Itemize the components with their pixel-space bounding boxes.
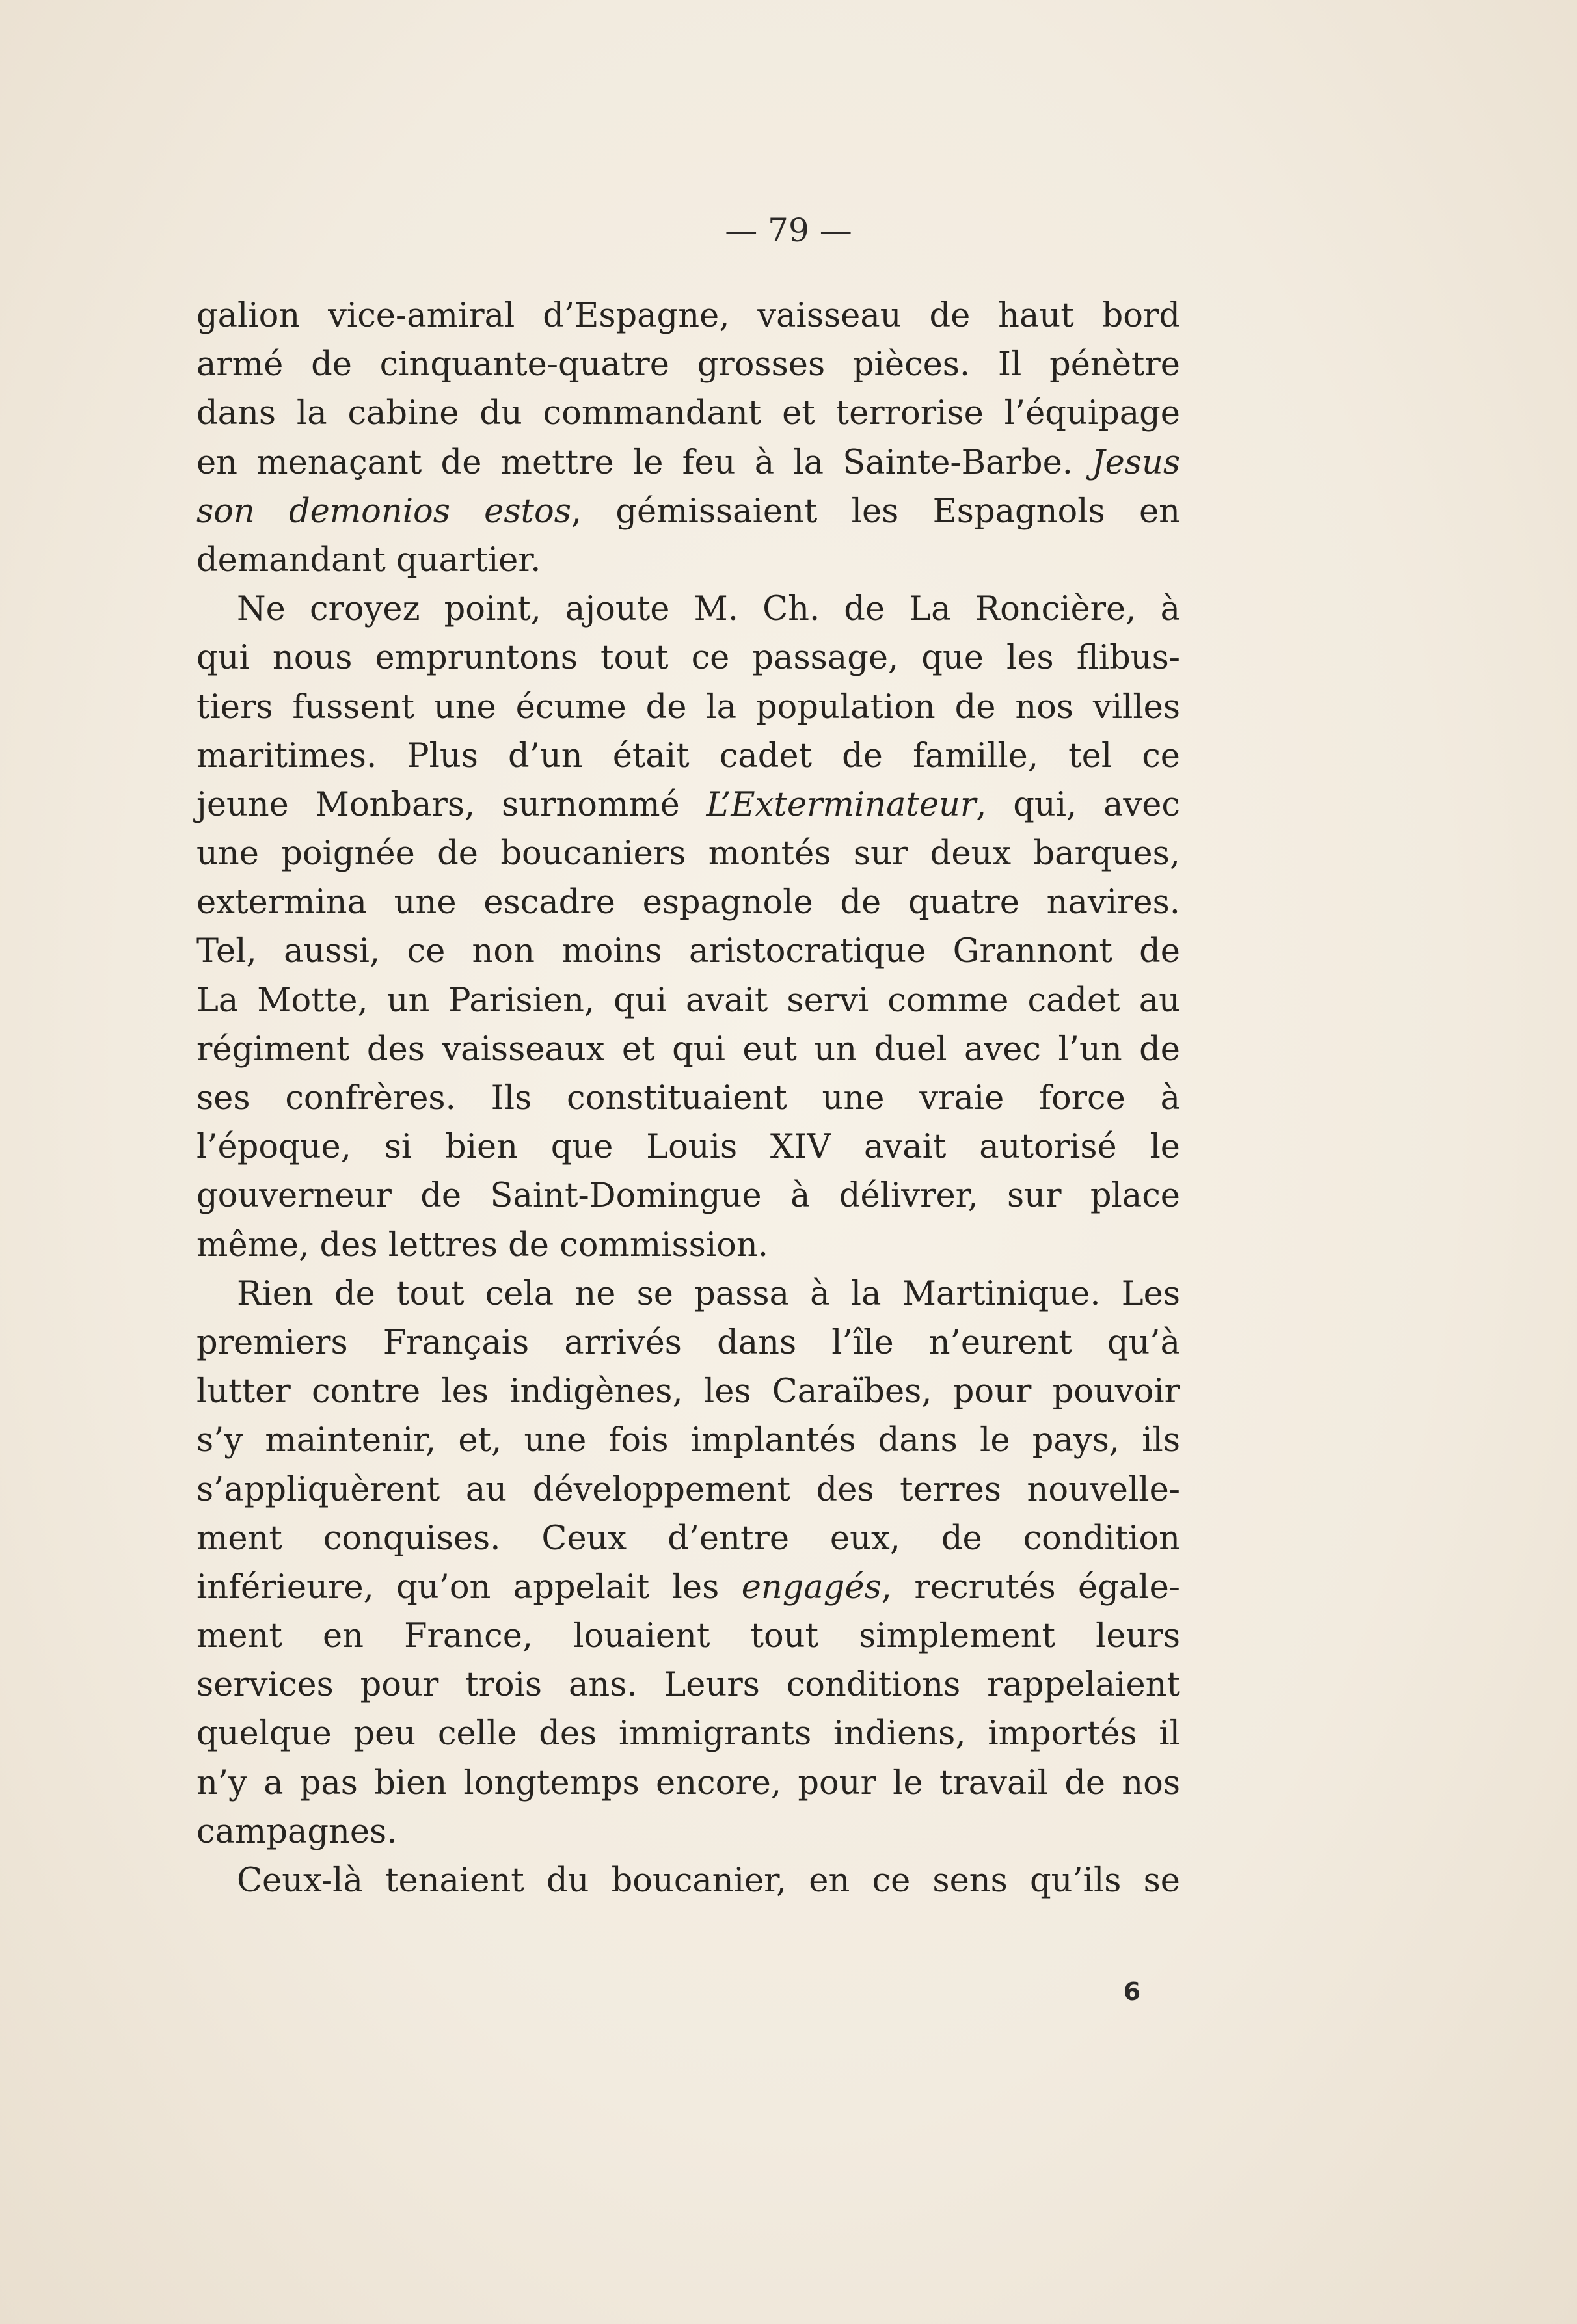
signature-mark: 6: [1123, 1977, 1141, 2006]
body-text: [196, 291, 1180, 1905]
text-run: , qui, avec: [976, 785, 1180, 824]
text-line: galion vice-amiral d’Espagne, vaisseau de haut bord: [196, 297, 1180, 335]
text-line: ment conquises. Ceux d’entre eux, de condition: [196, 1519, 1180, 1558]
text-line: Rien de tout cela ne se passa à la Martinique. Les: [237, 1274, 1180, 1313]
text-line: Tel, aussi, ce non moins aristocratique Grannont de: [196, 932, 1180, 971]
text-line: qui nous empruntons tout ce passage, que les flibus-: [196, 639, 1180, 678]
text-line: s’y maintenir, et, une fois implantés dans le pays, ils: [196, 1421, 1180, 1460]
text-run: , gémissaient les Espagnols en: [571, 492, 1180, 531]
text-run: jeune Monbars, surnommé: [196, 785, 707, 824]
text-line: lutter contre les indigènes, les Caraïbes, pour pouvoir: [196, 1372, 1180, 1411]
text-line: s’appliquèrent au développement des terres nouvelle-: [196, 1470, 1180, 1509]
text-line: premiers Français arrivés dans l’île n’eurent qu’à: [196, 1323, 1180, 1362]
text-line: services pour trois ans. Leurs conditions rappelaient: [196, 1666, 1180, 1705]
text-line: dans la cabine du commandant et terrorise l’équipage: [196, 394, 1180, 433]
text-line: régiment des vaisseaux et qui eut un duel avec l’un de: [196, 1030, 1180, 1069]
text-line: demandant quartier.: [196, 541, 541, 580]
text-line: quelque peu celle des immigrants indiens, importés il: [196, 1715, 1180, 1754]
italic-run: L’Exterminateur: [706, 785, 977, 824]
text-line: [196, 438, 1180, 487]
italic-run: Jesus: [1092, 443, 1180, 482]
text-line: gouverneur de Saint-Domingue à délivrer, sur place: [196, 1177, 1180, 1216]
text-run: inférieure, qu’on appelait les: [196, 1568, 742, 1607]
text-line: même, des lettres de commission.: [196, 1225, 768, 1264]
text-line: [196, 487, 1180, 536]
text-line: Ne croyez point, ajoute M. Ch. de La Roncière, à: [237, 590, 1180, 629]
text-line: une poignée de boucaniers montés sur deux barques,: [196, 835, 1180, 874]
text-line: extermina une escadre espagnole de quatre navires.: [196, 883, 1180, 922]
text-line: Ceux-là tenaient du boucanier, en ce sens qu’ils se: [237, 1862, 1180, 1900]
text-line: campagnes.: [196, 1812, 398, 1851]
text-line: l’époque, si bien que Louis XIV avait autorisé le: [196, 1128, 1180, 1167]
italic-run: son demonios estos: [196, 492, 571, 531]
text-run: en menaçant de mettre le feu à la Sainte-Barbe.: [196, 443, 1092, 482]
text-run: , recrutés égale-: [881, 1568, 1180, 1607]
text-line: ment en France, louaient tout simplement leurs: [196, 1617, 1180, 1656]
text-line: armé de cinquante-quatre grosses pièces. Il pénètre: [196, 345, 1180, 384]
text-line: n’y a pas bien longtemps encore, pour le travail de nos: [196, 1763, 1180, 1802]
text-line: maritimes. Plus d’un était cadet de famille, tel ce: [196, 736, 1180, 775]
text-line: ses confrères. Ils constituaient une vraie force à: [196, 1079, 1180, 1117]
text-line: La Motte, un Parisien, qui avait servi comme cadet au: [196, 981, 1180, 1020]
text-line: [196, 1563, 1180, 1612]
italic-run: engagés: [741, 1568, 882, 1607]
text-line: [196, 781, 1180, 829]
text-line: tiers fussent une écume de la population de nos villes: [196, 688, 1180, 727]
page-number: — 79 —: [725, 211, 852, 249]
